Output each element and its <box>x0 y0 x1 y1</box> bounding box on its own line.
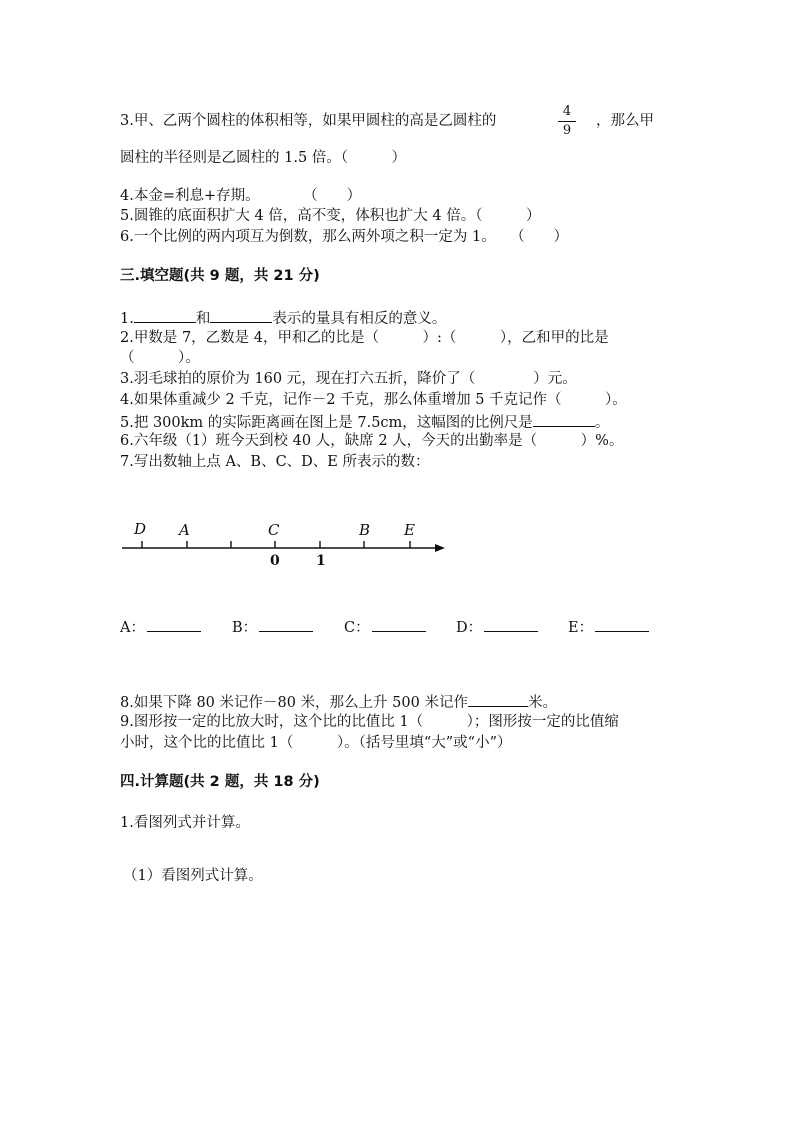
answer-b <box>232 616 313 638</box>
answer-blank-b[interactable] <box>259 616 313 632</box>
calc-question-1-sub: （1）看图列式计算。 <box>123 868 263 884</box>
question-5: 5.圆锥的底面积扩大 4 倍，高不变，体积也扩大 4 倍。（ ） <box>120 208 541 224</box>
f1-number: 1. <box>120 311 134 327</box>
f1-and: 和 <box>195 311 211 327</box>
point-label-b: B <box>359 521 371 539</box>
answer-blank[interactable] <box>468 691 528 707</box>
answer-blank-a[interactable] <box>147 616 201 632</box>
section-3-title: 三.填空题(共 9 题，共 21 分) <box>120 268 320 284</box>
answer-blank[interactable] <box>210 307 272 323</box>
fill-question-3: 3.羽毛球拍的原价为 160 元，现在打六五折，降价了（ ）元。 <box>120 371 577 387</box>
fill-question-5 <box>120 411 609 433</box>
fill-question-7: 7.写出数轴上点 A、B、C、D、E 所表示的数： <box>120 454 430 470</box>
point-label-d: D <box>134 520 147 538</box>
answer-label-a: A： <box>120 620 145 636</box>
answer-blank-e[interactable] <box>595 616 649 632</box>
q3-fraction <box>558 104 576 139</box>
tick-label-0: 0 <box>270 553 280 569</box>
fill-question-2-line1: 2.甲数是 7，乙数是 4，甲和乙的比是（ ）:（ ），乙和甲的比是 <box>120 330 609 346</box>
answer-c <box>344 616 426 638</box>
f5-end: 。 <box>594 415 610 431</box>
number-line-arrow <box>435 544 445 552</box>
answer-blank[interactable] <box>533 411 595 427</box>
question-6: 6.一个比例的两内项互为倒数，那么两外项之积一定为 1。 （ ） <box>120 229 569 245</box>
fill-question-6: 6.六年级（1）班今天到校 40 人，缺席 2 人，今天的出勤率是（ ）%。 <box>120 433 624 449</box>
fill-question-9-line1: 9.图形按一定的比放大时，这个比的比值比 1（ ）；图形按一定的比值缩 <box>120 714 619 730</box>
f8-end: 米。 <box>527 695 557 711</box>
fraction-bar <box>558 121 576 122</box>
answer-d <box>456 616 538 638</box>
answer-e <box>568 616 649 638</box>
q3-text-part1: 3.甲、乙两个圆柱的体积相等，如果甲圆柱的高是乙圆柱的 <box>120 113 497 129</box>
number-line <box>115 512 455 572</box>
q3-text-part2: ，那么甲 <box>596 113 654 129</box>
section-4-title: 四.计算题(共 2 题，共 18 分) <box>120 774 320 790</box>
fill-question-4: 4.如果体重减少 2 千克，记作－2 千克，那么体重增加 5 千克记作（ ）。 <box>120 392 627 408</box>
fill-question-9-line2: 小时，这个比的比值比 1（ ）。（括号里填“大”或“小”） <box>120 735 512 751</box>
answer-label-d: D： <box>456 620 483 636</box>
answer-a <box>120 616 201 638</box>
f1-rest: 表示的量具有相反的意义。 <box>272 311 447 327</box>
tick-label-1: 1 <box>316 553 326 569</box>
answer-blank-d[interactable] <box>484 616 538 632</box>
fill-question-2-line2: （ ）。 <box>120 350 200 366</box>
q3-line1-end <box>596 111 654 131</box>
answer-label-e: E： <box>568 620 594 636</box>
calc-question-1: 1.看图列式并计算。 <box>120 815 250 831</box>
answer-blank-c[interactable] <box>372 616 426 632</box>
fraction-numerator: 4 <box>562 104 572 119</box>
q3-line2: 圆柱的半径则是乙圆柱的 1.5 倍。（ ） <box>120 150 407 166</box>
q3-line1 <box>120 111 496 131</box>
fraction-denominator: 9 <box>562 123 572 138</box>
answer-label-b: B： <box>232 620 258 636</box>
f5-text: 5.把 300km 的实际距离画在图上是 7.5cm，这幅图的比例尺是 <box>120 415 533 431</box>
f8-text: 8.如果下降 80 米记作－80 米，那么上升 500 米记作 <box>120 695 468 711</box>
fill-question-8 <box>120 691 557 713</box>
question-4: 4.本金=利息+存期。 （ ） <box>120 188 362 204</box>
answer-label-c: C： <box>344 620 370 636</box>
point-label-c: C <box>268 521 280 539</box>
point-label-e: E <box>404 521 415 539</box>
fill-question-1 <box>120 307 446 329</box>
answer-blank[interactable] <box>134 307 196 323</box>
point-label-a: A <box>179 521 190 539</box>
